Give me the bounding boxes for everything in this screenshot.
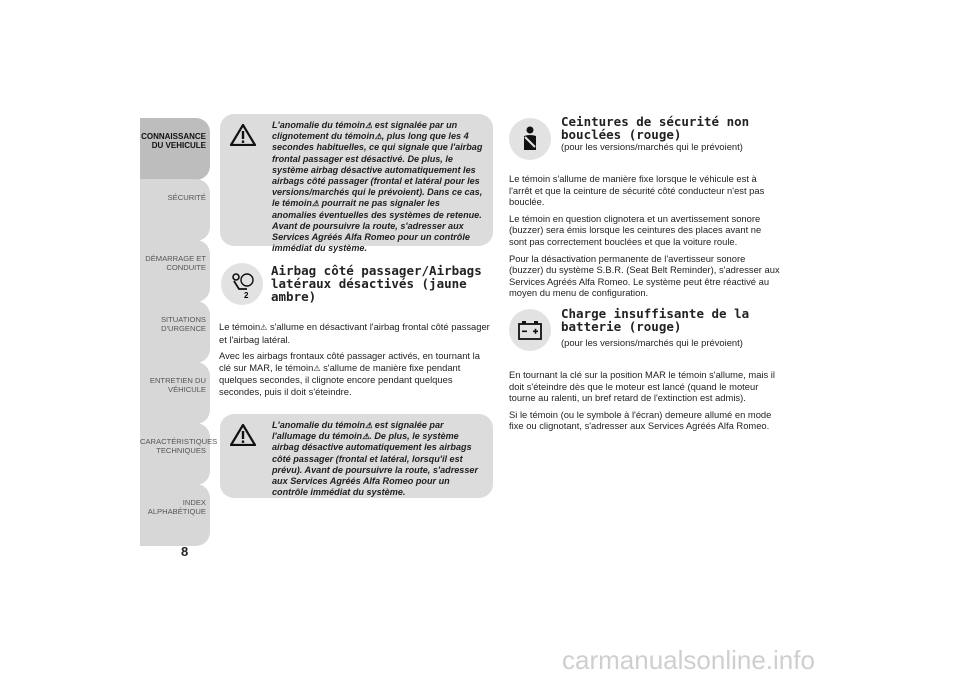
note-text: pourrait ne pas signaler les anomalies éventuelles des systèmes de retenue. Avant de poursuivre la route, s'adresser aux Services Agréés Alfa Romeo pour un contrôle immédiat du système. <box>272 198 482 254</box>
body-text: Le témoin s'allume de manière fixe lorsque le véhicule est à l'arrêt et que la ceinture de sécurité côté conducteur n'est pas bouclée. <box>509 173 765 208</box>
seatbelt-icon <box>516 125 544 153</box>
section-heading-seatbelt: Ceintures de sécurité non bouclées (rouge) <box>561 114 750 142</box>
warning-triangle-icon <box>230 124 256 146</box>
section-heading-battery: Charge insuffisante de la batterie (rouge) <box>561 306 750 334</box>
body-text: Si le témoin (ou le symbole à l'écran) demeure allumé en mode fixe ou clignotant, s'adresser aux Services Agréés Alfa Romeo. <box>509 408 772 432</box>
airbag-off-icon: ⚠ <box>365 421 373 430</box>
note-text: est signalée par l'allumage du témoin <box>272 420 444 442</box>
airbag-warning-icon: ⚠ <box>362 432 370 442</box>
body-text: Avec les airbags frontaux côté passager activés, en tournant la clé sur MAR, le témoin <box>219 350 480 373</box>
airbag-off-icon: ⚠ <box>260 323 268 332</box>
airbag-off-icon-badge <box>221 263 263 305</box>
note-text: , plus long que les 4 secondes habituelles, ce qui signale que l'airbag frontal passager est désactivé. De plus, le système airbag désactive automatiquement les airbags côté passager (frontal et latéral pour les versions/marchés qui le prévoient). Dans ce cas, le témoin <box>272 131 483 209</box>
section-heading-airbag: Airbag côté passager/Airbags latéraux désactivés (jaune ambre) <box>271 263 482 304</box>
body-text: En tournant la clé sur la position MAR le témoin s'allume, mais il doit s'éteindre dès que le moteur est lancé (quand le moteur tourne au ralenti, un bref retard de l'extinction est admis). <box>509 369 775 404</box>
section-body-airbag <box>219 321 491 403</box>
svg-text:2: 2 <box>244 291 249 299</box>
warning-note-airbag-lamp <box>220 414 493 498</box>
battery-icon <box>516 319 544 341</box>
tab-entretien-du-vehicule[interactable]: ENTRETIEN DU VÉHICULE <box>140 362 210 424</box>
body-text: Le témoin en question clignotera et un avertissement sonore (buzzer) sera émis lorsque les ceintures des places avant ne sont pas correctement bouclées et que la voiture roule. <box>509 212 762 247</box>
airbag-off-icon: ⚠ <box>313 363 321 373</box>
section-subtitle-seatbelt: (pour les versions/marchés qui le prévoient) <box>561 141 743 152</box>
airbag-warning-icon: ⚠ <box>311 199 320 209</box>
body-text: s'allume de manière fixe pendant quelques secondes, il clignote encore pendant quelques secondes, puis il doit s'éteindre. <box>219 361 461 397</box>
section-body-seatbelt <box>509 173 781 304</box>
warning-note-airbag-anomaly <box>220 114 493 254</box>
tab-caracteristiques-techniques[interactable]: CARACTÉRISTIQUES TECHNIQUES <box>140 423 210 485</box>
body-text: Pour la désactivation permanente de l'avertisseur sonore (buzzer) du système S.B.R. (Seat Belt Reminder), s'adresser aux Services Agréés Alfa Romeo. Le système peut être réactivé au moyen du menu de configuration. <box>509 252 780 299</box>
airbag-warning-icon: ⚠ <box>365 121 373 130</box>
note-text: est signalée par un clignotement du témoin <box>272 120 458 142</box>
page-number: 8 <box>181 544 189 559</box>
tab-connaissance-du-vehicule[interactable]: CONNAISSANCE DU VEHICULE <box>140 118 210 180</box>
note-text: . De plus, le système airbag désactive automatiquement les airbags côté passager (frontal et latéral, lorsqu'il est prévu). Avant de poursuivre la route, s'adresser aux Services Agréés Alfa Romeo pour un contrôle immédiat du système. <box>272 431 478 498</box>
body-text: Le témoin <box>219 321 261 332</box>
section-subtitle-battery: (pour les versions/marchés qui le prévoient) <box>561 337 743 348</box>
warning-triangle-icon <box>230 424 256 446</box>
body-text: s'allume en désactivant l'airbag frontal côté passager et l'airbag latéral. <box>219 321 490 345</box>
airbag-off-icon: ⚠ <box>374 132 382 142</box>
note-text: L'anomalie du témoin <box>272 120 366 130</box>
watermark: carmanualsonline.info <box>562 645 815 675</box>
note-text: L'anomalie du témoin <box>272 420 366 430</box>
battery-icon-badge <box>509 309 551 351</box>
tab-demarrage-et-conduite[interactable]: DÉMARRAGE ET CONDUITE <box>140 240 210 302</box>
tab-securite[interactable]: SÉCURITÉ <box>140 179 210 241</box>
passenger-airbag-off-icon <box>227 269 257 299</box>
seatbelt-icon-badge <box>509 118 551 160</box>
tab-index-alphabetique[interactable]: INDEX ALPHABÉTIQUE <box>140 484 210 546</box>
section-body-battery <box>509 369 781 437</box>
tab-situations-d-urgence[interactable]: SITUATIONS D'URGENCE <box>140 301 210 363</box>
